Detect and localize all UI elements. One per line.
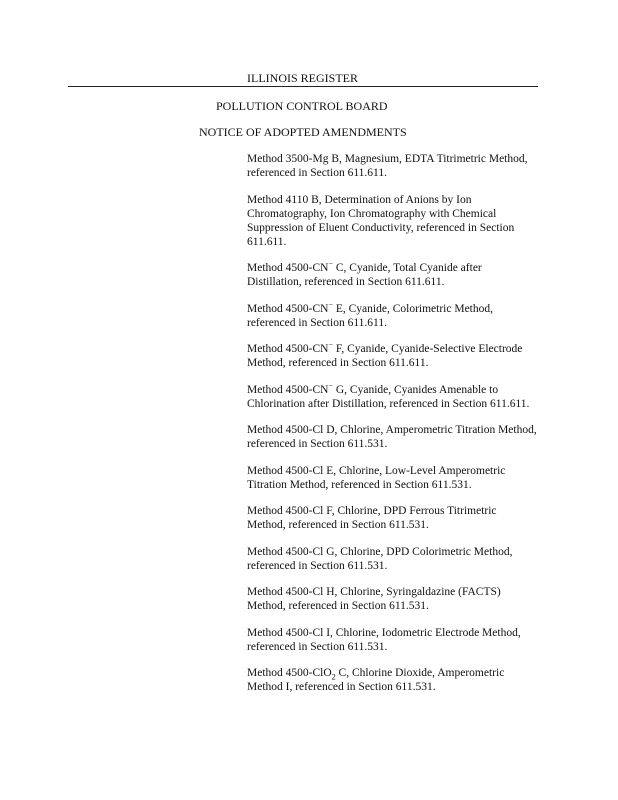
method-entry: Method 4500-Cl D, Chlorine, Amperometric Titration Method, referenced in Section 611.531.: [247, 424, 537, 450]
method-list: [247, 152, 537, 707]
method-entry: Method 4110 B, Determination of Anions by Ion Chromatography, Ion Chromatography with Chemical Suppression of Eluent Conductivity, referenced in Section 611.611.: [247, 193, 515, 248]
method-entry: Method 4500-CN− F, Cyanide, Cyanide-Selective Electrode Method, referenced in Section 611.611.: [247, 340, 523, 369]
method-entry: Method 4500-Cl G, Chlorine, DPD Colorimetric Method, referenced in Section 611.531.: [247, 545, 513, 572]
method-entry: Method 4500-Cl H, Chlorine, Syringaldazine (FACTS) Method, referenced in Section 611.531.: [247, 586, 501, 612]
header-rule: [68, 86, 538, 87]
register-title: ILLINOIS REGISTER: [247, 71, 358, 85]
method-entry: Method 4500-CN− G, Cyanide, Cyanides Amenable to Chlorination after Distillation, referenced in Section 611.611.: [247, 380, 530, 410]
method-entry: Method 4500-CN− E, Cyanide, Colorimetric Method, referenced in Section 611.611.: [247, 299, 493, 329]
method-entry: Method 3500-Mg B, Magnesium, EDTA Titrimetric Method, referenced in Section 611.611.: [247, 153, 528, 179]
method-entry: Method 4500-ClO$_2$ C, Chlorine Dioxide, Amperometric Method I, referenced in Section 611.531.: [247, 667, 505, 693]
method-entry: Method 4500-CN− C, Cyanide, Total Cyanide after Distillation, referenced in Section 611.611.: [247, 259, 482, 288]
method-entry: Method 4500-Cl I, Chlorine, Iodometric Electrode Method, referenced in Section 611.531.: [247, 626, 521, 653]
method-entry: Method 4500-Cl F, Chlorine, DPD Ferrous Titrimetric Method, referenced in Section 611.531.: [247, 505, 497, 531]
board-name: POLLUTION CONTROL BOARD: [216, 99, 388, 113]
notice-title: NOTICE OF ADOPTED AMENDMENTS: [199, 125, 407, 139]
method-entry: Method 4500-Cl E, Chlorine, Low-Level Amperometric Titration Method, referenced in Section 611.531.: [247, 464, 506, 491]
